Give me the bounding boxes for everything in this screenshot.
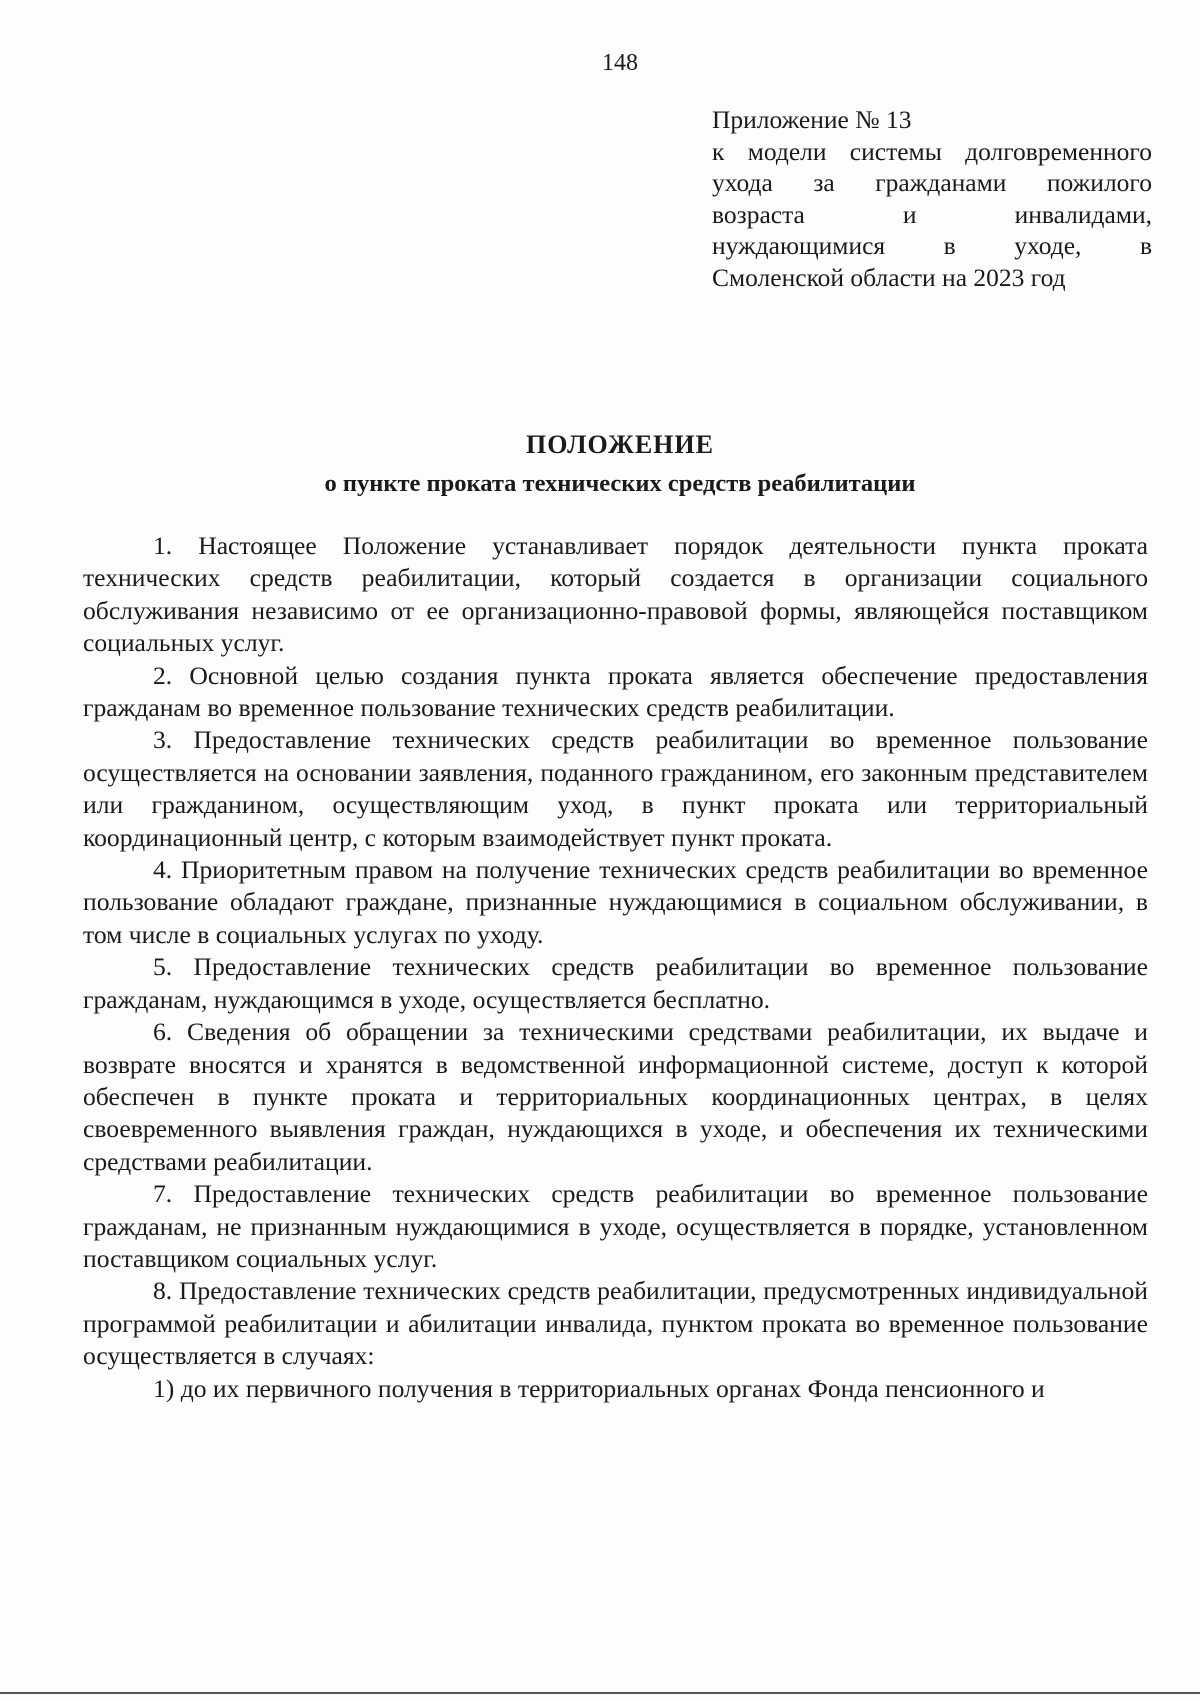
appendix-number: Приложение № 13 [712, 105, 912, 134]
page-number: 148 [602, 50, 638, 76]
paragraph-6: 6. Сведения об обращении за техническими средствами реабилитации, их выдаче и возврате вносятся и хранятся в ведомственной информационной системе, доступ к которой обеспечен в пункте проката и территориальных координационных центрах, в целях своевременного выявления граждан, нуждающихся в уходе, и обеспечения их техническими средствами реабилитации. [83, 1017, 1148, 1176]
appendix-line: к модели системы долговременного [712, 136, 1152, 166]
paragraph-8-item-1: 1) до их первичного получения в территориальных органах Фонда пенсионного и [153, 1373, 1045, 1403]
scan-edge-line [0, 1692, 1200, 1694]
document-title: ПОЛОЖЕНИЕ [526, 430, 714, 459]
appendix-line: ухода за гражданами пожилого [712, 168, 1152, 197]
paragraph-8: 8. Предоставление технических средств реабилитации, предусмотренных индивидуальной программой реабилитации и абилитации инвалида, пунктом проката во временное пользование осуществляется в случаях: [83, 1276, 1148, 1371]
paragraph-4: 4. Приоритетным правом на получение технических средств реабилитации во временное пользование обладают граждане, признанные нуждающимися в социальном обслуживании, в том числе в социальных услугах по уходу. [83, 855, 1148, 949]
appendix-line: нуждающимися в уходе, в [712, 231, 1152, 260]
paragraph-7: 7. Предоставление технических средств реабилитации во временное пользование гражданам, не признанным нуждающимися в уходе, осуществляется в порядке, установленном поставщиком социальных услуг. [83, 1179, 1148, 1273]
paragraph-2: 2. Основной целью создания пункта проката является обеспечение предоставления гражданам во временное пользование технических средств реабилитации. [83, 660, 1148, 723]
paragraph-3: 3. Предоставление технических средств реабилитации во временное пользование осуществляется на основании заявления, поданного гражданином, его законным представителем или гражданином, осуществляющим уход, в пункт проката или территориальный координационный центр, с которым взаимодействует пункт проката. [83, 725, 1148, 852]
appendix-line: Смоленской области на 2023 год [712, 262, 1066, 292]
paragraph-5: 5. Предоставление технических средств реабилитации во временное пользование гражданам, нуждающимся в уходе, осуществляется бесплатно. [83, 952, 1148, 1014]
document-subtitle: о пункте проката технических средств реабилитации [324, 470, 916, 497]
appendix-line: возраста и инвалидами, [712, 199, 1152, 229]
document-body [83, 530, 1148, 1405]
paragraph-1: 1. Настоящее Положение устанавливает порядок деятельности пункта проката технических средств реабилитации, который создается в организации социального обслуживания независимо от ее организационно-правовой формы, являющейся поставщиком социальных услуг. [83, 531, 1148, 658]
appendix-header [712, 104, 1152, 293]
